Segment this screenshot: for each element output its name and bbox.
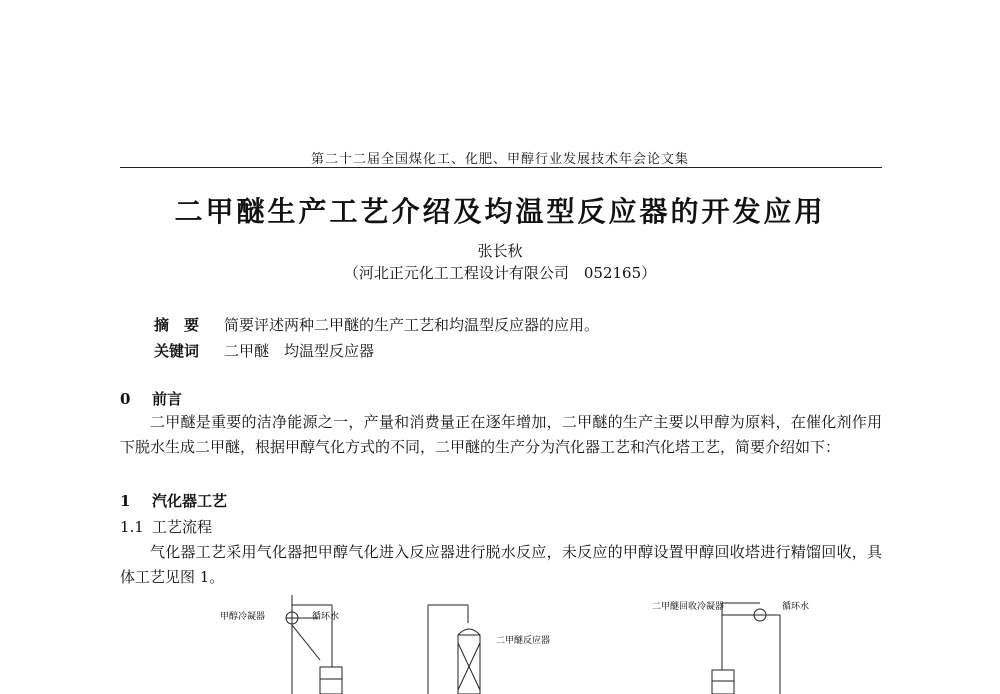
figure-label: 循环水 — [782, 602, 810, 612]
section-paragraph: 二甲醚是重要的洁净能源之一，产量和消费量正在逐年增加，二甲醚的生产主要以甲醇为原料，在催化剂作用下脱水生成二甲醚，根据甲醇气化方式的不同，二甲醚的生产分为汽化器工艺和汽化塔工艺，简要介绍如下： — [120, 413, 882, 456]
abstract-text: 简要评述两种二甲醚的生产工艺和均温型反应器的应用。 — [224, 316, 600, 334]
author: 张长秋 — [477, 242, 523, 260]
affiliation: （河北正元化工工程设计有限公司 052165） — [343, 264, 657, 282]
figure-label: 二甲醚回收冷凝器 — [652, 602, 725, 612]
header-rule — [120, 167, 882, 168]
separator-vessel — [712, 670, 734, 694]
abstract-label: 摘 要 — [154, 316, 200, 334]
separator-vessel — [320, 667, 342, 694]
abstract — [154, 314, 599, 335]
figure-label: 二甲醚反应器 — [496, 636, 551, 646]
figure-label: 循环水 — [312, 612, 340, 622]
section-number: 0 — [120, 390, 131, 408]
paper-title: 二甲醚生产工艺介绍及均温型反应器的开发应用 — [174, 195, 826, 228]
section-title: 汽化器工艺 — [152, 492, 228, 510]
keywords-label: 关键词 — [154, 342, 200, 360]
reactor-vessel — [458, 635, 480, 694]
subsection-title: 工艺流程 — [152, 518, 213, 536]
section-number: 1 — [120, 492, 131, 510]
figure-label: 甲醇冷凝器 — [220, 612, 266, 622]
running-header: 第二十二届全国煤化工、化肥、甲醇行业发展技术年会论文集 — [310, 152, 689, 167]
section-heading — [120, 388, 182, 409]
keywords — [154, 340, 374, 361]
subsection-number: 1.1 — [120, 518, 144, 536]
pipe-line — [292, 625, 320, 660]
section-heading — [120, 490, 227, 511]
subsection-heading — [120, 516, 212, 537]
reactor-head — [458, 629, 480, 635]
process-flow-figure — [0, 595, 1000, 694]
subsection-paragraph: 气化器工艺采用气化器把甲醇气化进入反应器进行脱水反应，未反应的甲醇设置甲醇回收塔进行精馏回收，具体工艺见图 1。 — [120, 543, 882, 586]
keywords-text: 二甲醚 均温型反应器 — [224, 342, 375, 360]
section-title: 前言 — [152, 390, 183, 408]
